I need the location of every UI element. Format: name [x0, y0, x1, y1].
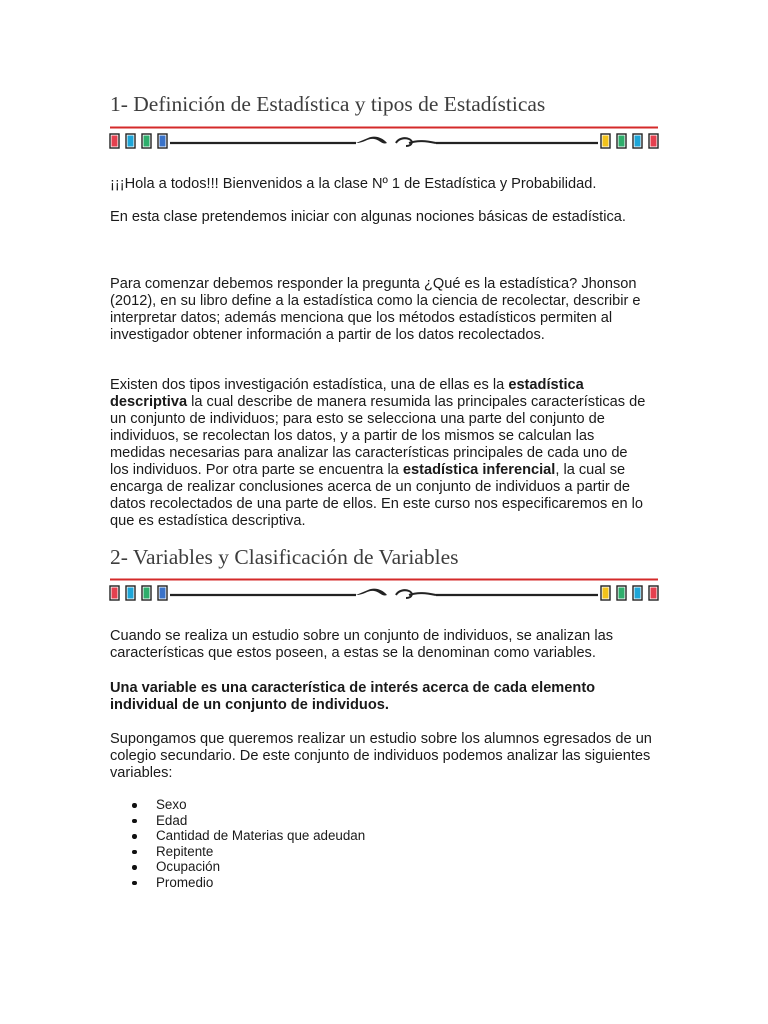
variables-example: Supongamos que queremos realizar un estudio sobre los alumnos egresados de un colegio secundario. De este conjunto de individuos podemos analizar las siguientes variables: — [110, 731, 652, 781]
variables-list — [110, 797, 365, 891]
section-2-divider — [106, 578, 662, 608]
list-item: Sexo — [110, 797, 365, 813]
greeting-text: ¡¡¡Hola a todos!!! Bienvenidos a la clase Nº 1 de Estadística y Probabilidad. — [110, 176, 597, 192]
section-2-title: 2- Variables y Clasificación de Variables — [110, 545, 459, 569]
inferential-term: estadística inferencial — [402, 462, 556, 478]
list-item: Cantidad de Materias que adeudan — [110, 828, 365, 844]
definition-paragraph: Para comenzar debemos responder la pregunta ¿Qué es la estadística? Jhonson (2012), en su libro define a la estadística como la ciencia de recolectar, describir e interpretar datos; además menciona que los métodos estadísticos permiten al investigador obtener información a partir de los datos recolectados. — [110, 276, 641, 343]
descriptive-term: estadística descriptiva — [110, 377, 584, 410]
types-text-1: Existen dos tipos investigación estadística, una de ellas es la — [110, 377, 509, 393]
section-1-divider — [106, 126, 662, 156]
list-item: Repitente — [110, 844, 365, 860]
list-item: Ocupación — [110, 859, 365, 875]
list-item: Promedio — [110, 875, 365, 891]
types-paragraph — [110, 377, 648, 530]
types-text-3: , la cual se encarga de realizar conclusiones acerca de un conjunto de individuos a partir de datos recolectados de una parte de ellos. En este curso nos especificaremos en lo que es estadística descriptiva. — [110, 462, 643, 529]
list-item: Edad — [110, 813, 365, 829]
aim-text: En esta clase pretendemos iniciar con algunas nociones básicas de estadística. — [110, 209, 626, 225]
variables-intro: Cuando se realiza un estudio sobre un conjunto de individuos, se analizan las características que estos poseen, a estas se la denominan como variables. — [110, 628, 614, 661]
variable-definition: Una variable es una característica de interés acerca de cada elemento individual de un conjunto de individuos. — [110, 680, 596, 713]
types-text-2: la cual describe de manera resumida las principales características de un conjunto de individuos; para esto se selecciona una parte del conjunto de individuos, se recolectan los datos, y a partir de los mismos se calculan las medidas necesarias para analizar las características principales de cada uno de los individuos. Por otra parte se encuentra la — [110, 394, 646, 478]
section-1-title: 1- Definición de Estadística y tipos de Estadísticas — [110, 92, 546, 116]
